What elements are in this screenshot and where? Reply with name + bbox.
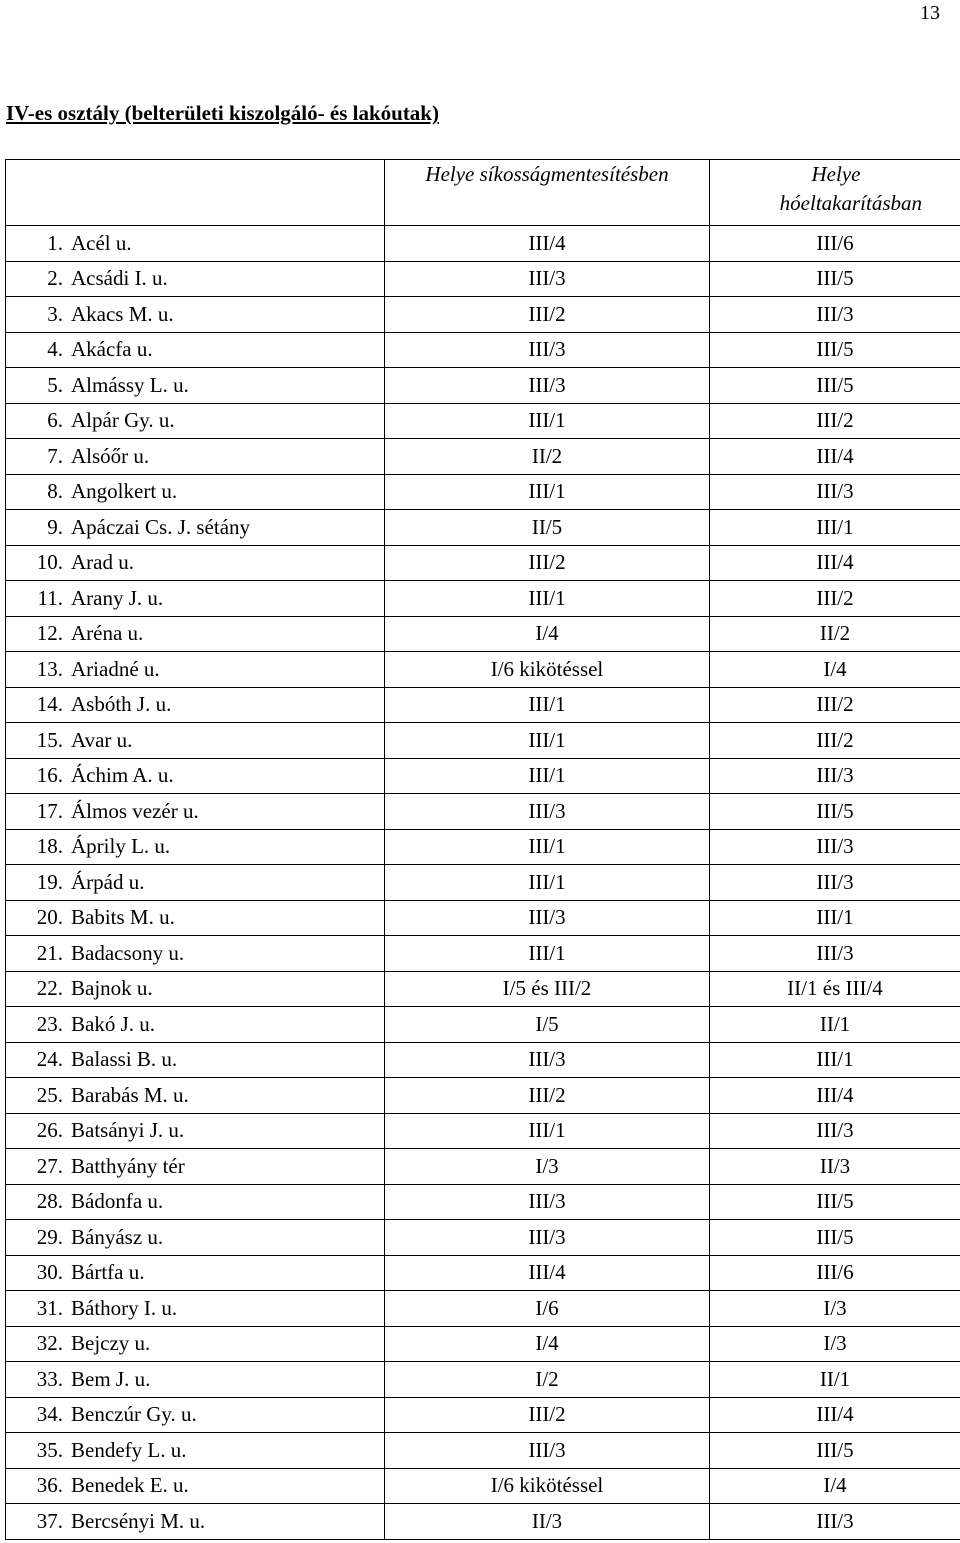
road-name: Angolkert u. <box>71 479 178 504</box>
row-number: 23. <box>36 1011 63 1036</box>
road-name: Batsányi J. u. <box>71 1118 185 1143</box>
road-cell <box>6 1504 385 1540</box>
road-name: Bem J. u. <box>71 1366 151 1391</box>
table-row <box>6 1468 960 1504</box>
snow-removal-position: III/5 <box>710 794 960 830</box>
road-cell <box>6 652 385 688</box>
ice-clearing-position: III/4 <box>385 1255 710 1291</box>
row-number: 31. <box>36 1295 63 1320</box>
row-number: 16. <box>36 763 63 788</box>
road-cell <box>6 936 385 972</box>
ice-clearing-position: III/3 <box>385 261 710 297</box>
ice-clearing-position: III/3 <box>385 368 710 404</box>
row-number: 2. <box>47 266 63 291</box>
row-number: 20. <box>36 905 63 930</box>
road-cell <box>6 1220 385 1256</box>
snow-removal-position: III/3 <box>710 1113 960 1149</box>
table-row <box>6 1291 960 1327</box>
ice-clearing-position: III/1 <box>385 936 710 972</box>
snow-removal-position: III/4 <box>710 1397 960 1433</box>
road-cell <box>6 616 385 652</box>
table-row <box>6 368 960 404</box>
road-cell <box>6 1397 385 1433</box>
table-row <box>6 297 960 333</box>
road-name: Balassi B. u. <box>71 1047 178 1072</box>
road-cell <box>6 1291 385 1327</box>
snow-removal-position: II/2 <box>710 616 960 652</box>
table-row <box>6 1220 960 1256</box>
snow-removal-position: III/2 <box>710 687 960 723</box>
table-row <box>6 474 960 510</box>
ice-clearing-position: III/3 <box>385 1220 710 1256</box>
road-name: Áchim A. u. <box>71 763 174 788</box>
road-name: Akácfa u. <box>71 337 153 362</box>
road-cell <box>6 581 385 617</box>
road-cell <box>6 723 385 759</box>
road-name: Árpád u. <box>71 869 145 894</box>
road-cell <box>6 474 385 510</box>
row-number: 18. <box>36 834 63 859</box>
road-cell <box>6 1184 385 1220</box>
table-row <box>6 403 960 439</box>
snow-removal-position: II/1 <box>710 1362 960 1398</box>
road-name: Benedek E. u. <box>71 1473 189 1498</box>
ice-clearing-position: II/3 <box>385 1504 710 1540</box>
road-name: Aréna u. <box>71 621 144 646</box>
road-name: Asbóth J. u. <box>71 692 172 717</box>
road-cell <box>6 794 385 830</box>
snow-removal-position: III/5 <box>710 1184 960 1220</box>
road-cell <box>6 226 385 262</box>
row-number: 36. <box>36 1473 63 1498</box>
road-table <box>5 159 960 1540</box>
row-number: 35. <box>36 1437 63 1462</box>
road-name: Barabás M. u. <box>71 1082 189 1107</box>
snow-removal-position: III/3 <box>710 936 960 972</box>
row-number: 15. <box>36 727 63 752</box>
snow-removal-position: III/3 <box>710 474 960 510</box>
table-row <box>6 687 960 723</box>
ice-clearing-position: III/3 <box>385 1042 710 1078</box>
row-number: 9. <box>47 514 63 539</box>
road-cell <box>6 1468 385 1504</box>
road-name: Áprily L. u. <box>71 834 171 859</box>
table-row <box>6 794 960 830</box>
row-number: 6. <box>47 408 63 433</box>
snow-removal-position: III/4 <box>710 1078 960 1114</box>
road-name: Ariadné u. <box>71 656 160 681</box>
row-number: 1. <box>47 230 63 255</box>
table-row <box>6 936 960 972</box>
road-name: Arad u. <box>71 550 134 575</box>
table-header-row <box>6 160 960 226</box>
snow-removal-position: II/1 <box>710 1007 960 1043</box>
snow-removal-position: III/5 <box>710 1433 960 1469</box>
row-number: 12. <box>36 621 63 646</box>
road-name: Akacs M. u. <box>71 301 174 326</box>
ice-clearing-position: III/3 <box>385 332 710 368</box>
ice-clearing-position: II/5 <box>385 510 710 546</box>
road-cell <box>6 403 385 439</box>
snow-removal-position: III/6 <box>710 1255 960 1291</box>
table-row <box>6 1362 960 1398</box>
table-row <box>6 261 960 297</box>
road-cell <box>6 1255 385 1291</box>
snow-removal-position: III/4 <box>710 545 960 581</box>
road-name: Bakó J. u. <box>71 1011 155 1036</box>
row-number: 22. <box>36 976 63 1001</box>
road-cell <box>6 510 385 546</box>
table-row <box>6 1504 960 1540</box>
road-name: Acsádi I. u. <box>71 266 168 291</box>
ice-clearing-position: III/1 <box>385 758 710 794</box>
snow-removal-position: I/3 <box>710 1291 960 1327</box>
section-title: IV-es osztály (belterületi kiszolgáló- és lakóutak) <box>6 101 439 125</box>
snow-removal-position: III/6 <box>710 226 960 262</box>
ice-clearing-position: I/6 kikötéssel <box>385 1468 710 1504</box>
road-name: Alsóőr u. <box>71 443 150 468</box>
road-cell <box>6 297 385 333</box>
snow-removal-position: III/5 <box>710 1220 960 1256</box>
row-number: 11. <box>37 585 63 610</box>
road-cell <box>6 1433 385 1469</box>
road-cell <box>6 261 385 297</box>
road-name: Bádonfa u. <box>71 1189 164 1214</box>
snow-removal-position: III/1 <box>710 1042 960 1078</box>
snow-removal-position: III/2 <box>710 581 960 617</box>
ice-clearing-position: II/2 <box>385 439 710 475</box>
road-table-body <box>6 160 960 1540</box>
table-row <box>6 865 960 901</box>
ice-clearing-position: III/3 <box>385 1184 710 1220</box>
ice-clearing-position: III/1 <box>385 829 710 865</box>
table-row <box>6 332 960 368</box>
road-name: Apáczai Cs. J. sétány <box>71 514 251 539</box>
ice-clearing-position: I/3 <box>385 1149 710 1185</box>
table-row <box>6 971 960 1007</box>
row-number: 10. <box>36 550 63 575</box>
header-ice-clearing: Helye síkosságmentesítésben <box>385 160 710 226</box>
ice-clearing-position: I/5 <box>385 1007 710 1043</box>
ice-clearing-position: I/4 <box>385 1326 710 1362</box>
ice-clearing-position: III/3 <box>385 794 710 830</box>
ice-clearing-position: III/2 <box>385 1397 710 1433</box>
snow-removal-position: I/4 <box>710 1468 960 1504</box>
road-name: Bártfa u. <box>71 1260 145 1285</box>
ice-clearing-position: I/5 és III/2 <box>385 971 710 1007</box>
road-name: Almássy L. u. <box>71 372 189 397</box>
row-number: 30. <box>36 1260 63 1285</box>
table-row <box>6 545 960 581</box>
row-number: 8. <box>47 479 63 504</box>
road-cell <box>6 1007 385 1043</box>
row-number: 13. <box>36 656 63 681</box>
ice-clearing-position: III/1 <box>385 687 710 723</box>
row-number: 4. <box>47 337 63 362</box>
ice-clearing-position: III/2 <box>385 545 710 581</box>
road-name: Bányász u. <box>71 1224 164 1249</box>
road-cell <box>6 829 385 865</box>
snow-removal-position: III/2 <box>710 403 960 439</box>
table-row <box>6 1433 960 1469</box>
snow-removal-position: III/3 <box>710 1504 960 1540</box>
row-number: 5. <box>47 372 63 397</box>
table-row <box>6 758 960 794</box>
snow-removal-position: III/1 <box>710 510 960 546</box>
table-row <box>6 652 960 688</box>
road-cell <box>6 1326 385 1362</box>
ice-clearing-position: I/2 <box>385 1362 710 1398</box>
row-number: 34. <box>36 1402 63 1427</box>
row-number: 32. <box>36 1331 63 1356</box>
road-cell <box>6 900 385 936</box>
row-number: 25. <box>36 1082 63 1107</box>
page-number: 13 <box>920 2 940 24</box>
road-cell <box>6 687 385 723</box>
road-cell <box>6 1149 385 1185</box>
road-name: Bendefy L. u. <box>71 1437 187 1462</box>
table-row <box>6 226 960 262</box>
row-number: 27. <box>36 1153 63 1178</box>
road-cell <box>6 1042 385 1078</box>
table-row <box>6 1078 960 1114</box>
row-number: 37. <box>36 1508 63 1533</box>
header-snow-removal-line1: Helye <box>811 162 861 186</box>
snow-removal-position: III/5 <box>710 368 960 404</box>
snow-removal-position: II/3 <box>710 1149 960 1185</box>
road-cell <box>6 971 385 1007</box>
road-name: Benczúr Gy. u. <box>71 1402 197 1427</box>
road-name: Álmos vezér u. <box>71 798 199 823</box>
table-row <box>6 1184 960 1220</box>
road-cell <box>6 758 385 794</box>
table-row <box>6 723 960 759</box>
ice-clearing-position: I/4 <box>385 616 710 652</box>
table-row <box>6 900 960 936</box>
ice-clearing-position: III/1 <box>385 474 710 510</box>
road-name: Bajnok u. <box>71 976 153 1001</box>
road-name: Bercsényi M. u. <box>71 1508 206 1533</box>
table-row <box>6 1042 960 1078</box>
ice-clearing-position: I/6 <box>385 1291 710 1327</box>
header-snow-removal <box>710 160 960 226</box>
ice-clearing-position: III/2 <box>385 1078 710 1114</box>
road-name: Batthyány tér <box>71 1153 185 1178</box>
table-row <box>6 1397 960 1433</box>
ice-clearing-position: III/1 <box>385 581 710 617</box>
snow-removal-position: III/3 <box>710 865 960 901</box>
row-number: 26. <box>36 1118 63 1143</box>
snow-removal-position: III/4 <box>710 439 960 475</box>
table-row <box>6 829 960 865</box>
road-cell <box>6 439 385 475</box>
road-name: Arany J. u. <box>71 585 164 610</box>
row-number: 21. <box>36 940 63 965</box>
road-cell <box>6 368 385 404</box>
snow-removal-position: II/1 és III/4 <box>710 971 960 1007</box>
header-snow-removal-line2: hóeltakarításban <box>779 191 922 215</box>
row-number: 24. <box>36 1047 63 1072</box>
road-name: Babits M. u. <box>71 905 175 930</box>
snow-removal-position: III/3 <box>710 297 960 333</box>
ice-clearing-position: III/1 <box>385 723 710 759</box>
snow-removal-position: III/1 <box>710 900 960 936</box>
table-row <box>6 439 960 475</box>
row-number: 14. <box>36 692 63 717</box>
road-cell <box>6 332 385 368</box>
snow-removal-position: III/3 <box>710 758 960 794</box>
road-cell <box>6 1113 385 1149</box>
row-number: 7. <box>47 443 63 468</box>
table-row <box>6 1326 960 1362</box>
ice-clearing-position: III/1 <box>385 1113 710 1149</box>
ice-clearing-position: III/3 <box>385 1433 710 1469</box>
ice-clearing-position: III/1 <box>385 865 710 901</box>
ice-clearing-position: I/6 kikötéssel <box>385 652 710 688</box>
table-row <box>6 1113 960 1149</box>
row-number: 28. <box>36 1189 63 1214</box>
road-cell <box>6 1078 385 1114</box>
road-name: Acél u. <box>71 230 132 255</box>
table-row <box>6 1255 960 1291</box>
table-row <box>6 581 960 617</box>
snow-removal-position: III/5 <box>710 261 960 297</box>
row-number: 17. <box>36 798 63 823</box>
ice-clearing-position: III/3 <box>385 900 710 936</box>
ice-clearing-position: III/1 <box>385 403 710 439</box>
snow-removal-position: III/2 <box>710 723 960 759</box>
ice-clearing-position: III/2 <box>385 297 710 333</box>
road-cell <box>6 545 385 581</box>
row-number: 33. <box>36 1366 63 1391</box>
road-cell <box>6 1362 385 1398</box>
snow-removal-position: I/3 <box>710 1326 960 1362</box>
road-name: Báthory I. u. <box>71 1295 178 1320</box>
header-road-name <box>6 160 385 226</box>
road-name: Avar u. <box>71 727 133 752</box>
table-row <box>6 510 960 546</box>
table-row <box>6 616 960 652</box>
snow-removal-position: III/3 <box>710 829 960 865</box>
snow-removal-position: III/5 <box>710 332 960 368</box>
row-number: 29. <box>36 1224 63 1249</box>
road-name: Bejczy u. <box>71 1331 151 1356</box>
road-name: Badacsony u. <box>71 940 185 965</box>
snow-removal-position: I/4 <box>710 652 960 688</box>
table-row <box>6 1149 960 1185</box>
ice-clearing-position: III/4 <box>385 226 710 262</box>
road-cell <box>6 865 385 901</box>
row-number: 3. <box>47 301 63 326</box>
table-row <box>6 1007 960 1043</box>
road-name: Alpár Gy. u. <box>71 408 175 433</box>
row-number: 19. <box>36 869 63 894</box>
